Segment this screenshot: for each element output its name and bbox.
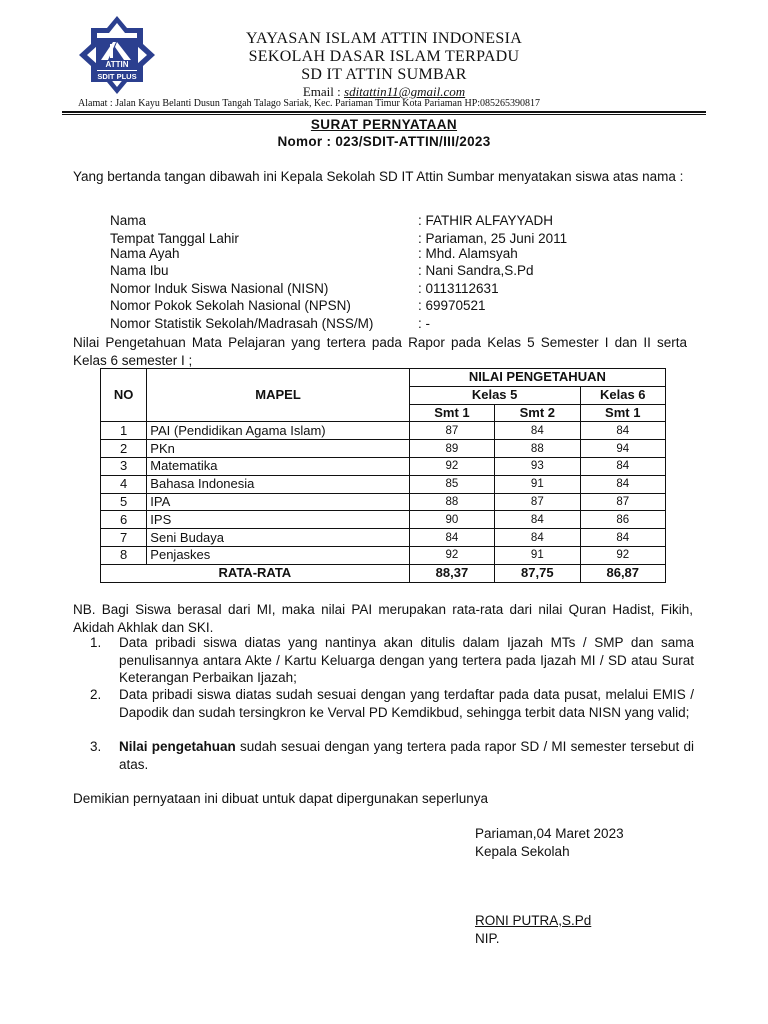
average-k5s1: 88,37 <box>409 564 494 582</box>
row-k5s1: 84 <box>409 529 494 547</box>
field-value: : Pariaman, 25 Juni 2011 <box>418 231 568 246</box>
letterhead-rule-thin <box>62 114 706 115</box>
field-value: : - <box>418 316 430 331</box>
average-k6s1: 86,87 <box>580 564 665 582</box>
school-address: Alamat : Jalan Kayu Belanti Dusun Tangah Talago Sariak, Kec. Pariaman Timur Kota Pariaman HP:085265390817 <box>78 98 541 109</box>
closing-sentence: Demikian pernyataan ini dibuat untuk dapat dipergunakan seperlunya <box>73 791 489 806</box>
header-smt1-kelas6: Smt 1 <box>580 404 665 422</box>
row-k5s2: 91 <box>495 546 580 564</box>
row-k5s2: 91 <box>495 475 580 493</box>
field-label: Nama Ayah <box>110 246 180 261</box>
note-text: Data pribadi siswa diatas sudah sesuai dengan yang terdaftar pada data pusat, melalui EMIS / Dapodik dan sudah tersingkron ke Verval PD Kemdikbud, sehingga terbit data NISN yang valid; <box>119 687 694 720</box>
row-subject: IPA <box>147 493 409 511</box>
header-smt2: Smt 2 <box>495 404 580 422</box>
row-k5s2: 84 <box>495 529 580 547</box>
student-row-nisn <box>110 281 670 298</box>
nb-paragraph: NB. Bagi Siswa berasal dari MI, maka nilai PAI merupakan rata-rata dari nilai Quran Hadist, Fikih, Akidah Akhlak dan SKI. <box>73 602 693 635</box>
header-mapel: MAPEL <box>147 369 409 422</box>
signer-name: RONI PUTRA,S.Pd <box>475 913 592 928</box>
note-text: sudah sesuai dengan yang tertera pada rapor SD / MI semester tersebut di atas. <box>119 739 694 772</box>
average-label: RATA-RATA <box>101 564 410 582</box>
header-kelas6: Kelas 6 <box>580 386 665 404</box>
field-label: Tempat Tanggal Lahir <box>110 231 239 246</box>
row-k5s1: 92 <box>409 457 494 475</box>
student-row-nssm <box>110 316 670 333</box>
school-name: SD IT ATTIN SUMBAR <box>301 66 467 83</box>
note-text-wrapper <box>119 738 694 773</box>
row-no: 6 <box>101 511 147 529</box>
note-number: 2. <box>90 687 102 702</box>
school-logo <box>75 14 159 96</box>
field-value: : FATHIR ALFAYYADH <box>418 213 554 228</box>
row-no: 1 <box>101 422 147 440</box>
row-k6s1: 84 <box>580 422 665 440</box>
note-number: 1. <box>90 635 102 650</box>
student-row-npsn <box>110 298 670 315</box>
row-no: 2 <box>101 440 147 458</box>
letterhead-rule-thick <box>62 111 706 113</box>
grades-intro-paragraph: Nilai Pengetahuan Mata Pelajaran yang tertera pada Rapor pada Kelas 5 Semester I dan II serta Kelas 6 semester I ; <box>73 335 687 368</box>
row-k5s1: 90 <box>409 511 494 529</box>
table-row <box>101 511 666 529</box>
header-no: NO <box>101 369 147 422</box>
row-subject: Bahasa Indonesia <box>147 475 409 493</box>
row-k5s2: 93 <box>495 457 580 475</box>
email-label: Email : <box>302 84 341 99</box>
row-k6s1: 92 <box>580 546 665 564</box>
row-subject: PAI (Pendidikan Agama Islam) <box>147 422 409 440</box>
table-row <box>101 475 666 493</box>
row-no: 4 <box>101 475 147 493</box>
row-k5s2: 87 <box>495 493 580 511</box>
row-k5s2: 88 <box>495 440 580 458</box>
row-k6s1: 84 <box>580 529 665 547</box>
table-row <box>101 422 666 440</box>
document-title: SURAT PERNYATAAN <box>310 117 458 132</box>
row-k5s1: 92 <box>409 546 494 564</box>
header-nilai: NILAI PENGETAHUAN <box>409 369 665 387</box>
row-no: 3 <box>101 457 147 475</box>
note-bold-text: Nilai pengetahuan <box>119 739 236 754</box>
table-average-row <box>101 564 666 582</box>
row-k6s1: 84 <box>580 457 665 475</box>
field-label: Nomor Induk Siswa Nasional (NISN) <box>110 281 329 296</box>
field-label: Nomor Statistik Sekolah/Madrasah (NSS/M) <box>110 316 374 331</box>
header-smt1: Smt 1 <box>409 404 494 422</box>
signer-position: Kepala Sekolah <box>475 844 570 859</box>
row-no: 8 <box>101 546 147 564</box>
email-address: sditattin11@gmail.com <box>344 84 466 99</box>
row-no: 5 <box>101 493 147 511</box>
place-date: Pariaman,04 Maret 2023 <box>475 826 624 841</box>
logo-text-bottom: SDIT PLUS <box>97 72 137 81</box>
row-k5s1: 89 <box>409 440 494 458</box>
school-type: SEKOLAH DASAR ISLAM TERPADU <box>248 48 520 65</box>
note-text: Data pribadi siswa diatas yang nantinya akan ditulis dalam Ijazah MTs / SMP dan sama penulisannya antara Akte / Kartu Keluarga dengan yang tertera pada Ijazah MI / SD atau Surat Keterangan Perbaikan Ijazah; <box>119 635 694 685</box>
field-label: Nama <box>110 213 147 228</box>
student-row-mother <box>110 263 670 280</box>
table-row <box>101 529 666 547</box>
row-k5s1: 85 <box>409 475 494 493</box>
student-row-father <box>110 246 670 263</box>
student-row-name <box>110 213 670 230</box>
row-k6s1: 86 <box>580 511 665 529</box>
logo-text-top: ATTIN <box>105 60 129 69</box>
header-kelas5: Kelas 5 <box>409 386 580 404</box>
table-row <box>101 457 666 475</box>
row-k6s1: 94 <box>580 440 665 458</box>
document-number: Nomor : 023/SDIT-ATTIN/III/2023 <box>277 134 491 149</box>
field-label: Nama Ibu <box>110 263 169 278</box>
row-no: 7 <box>101 529 147 547</box>
field-value: : Mhd. Alamsyah <box>418 246 518 261</box>
field-label: Nomor Pokok Sekolah Nasional (NPSN) <box>110 298 351 313</box>
table-row <box>101 546 666 564</box>
row-k5s2: 84 <box>495 422 580 440</box>
field-value: : 0113112631 <box>418 281 499 296</box>
row-subject: Penjaskes <box>147 546 409 564</box>
foundation-name: YAYASAN ISLAM ATTIN INDONESIA <box>245 30 523 47</box>
field-value: : Nani Sandra,S.Pd <box>418 263 534 278</box>
row-k5s1: 88 <box>409 493 494 511</box>
row-k6s1: 84 <box>580 475 665 493</box>
table-row <box>101 493 666 511</box>
row-k5s1: 87 <box>409 422 494 440</box>
row-subject: Seni Budaya <box>147 529 409 547</box>
row-k6s1: 87 <box>580 493 665 511</box>
row-subject: PKn <box>147 440 409 458</box>
row-subject: Matematika <box>147 457 409 475</box>
average-k5s2: 87,75 <box>495 564 580 582</box>
table-row <box>101 440 666 458</box>
intro-paragraph: Yang bertanda tangan dibawah ini Kepala Sekolah SD IT Attin Sumbar menyatakan siswa atas nama : <box>73 169 684 184</box>
signer-nip: NIP. <box>475 931 500 946</box>
note-number: 3. <box>90 739 102 754</box>
row-k5s2: 84 <box>495 511 580 529</box>
grades-table <box>100 368 666 583</box>
row-subject: IPS <box>147 511 409 529</box>
table-header-row <box>101 369 666 387</box>
field-value: : 69970521 <box>418 298 486 313</box>
